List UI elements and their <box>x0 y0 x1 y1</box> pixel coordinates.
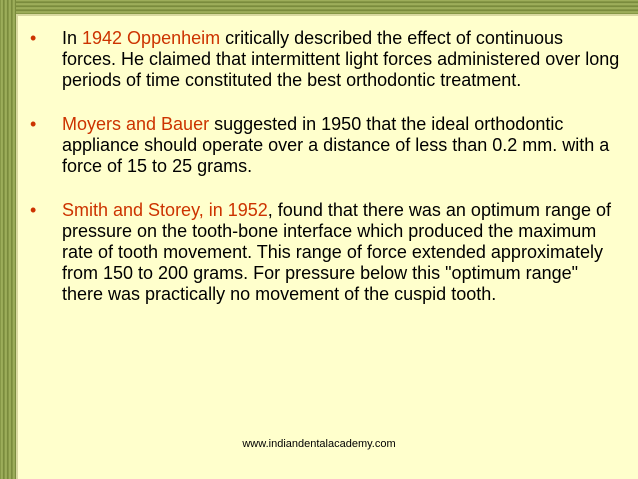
bullet-highlight: 1942 Oppenheim <box>82 28 221 48</box>
top-border-highlight <box>18 14 638 16</box>
bullet-dot: • <box>30 114 37 134</box>
top-decorative-border <box>16 0 638 14</box>
slide-content <box>30 28 620 328</box>
bullet-moyers-bauer <box>30 114 620 177</box>
bullet-text-after: critically described the effect of continuous forces. He claimed that intermittent light forces administered over long periods of time constituted the best orthodontic treatment. <box>62 28 620 90</box>
bullet-highlight: Smith and Storey, in 1952 <box>62 200 268 220</box>
bullet-text-after: , found that there was an optimum range of pressure on the tooth-bone interface which produced the maximum rate of tooth movement. This range of force extended approximately from 150 to 200 grams. For pressure below this "optimum range" there was practically no movement of the cuspid tooth. <box>62 200 612 304</box>
bullet-dot: • <box>30 28 37 48</box>
bullet-smith-storey <box>30 200 620 305</box>
bullet-dot: • <box>30 200 37 220</box>
left-border-highlight <box>16 0 18 479</box>
bullet-oppenheim <box>30 28 620 91</box>
bullet-text-before: In <box>62 28 83 48</box>
footer-url[interactable]: www.indiandentalacademy.com <box>242 438 396 450</box>
bullet-text-after: suggested in 1950 that the ideal orthodontic appliance should operate over a distance of less than 0.2 mm. with a force of 15 to 25 grams. <box>62 114 610 176</box>
left-decorative-border <box>0 0 16 479</box>
bullet-highlight: Moyers and Bauer <box>62 114 210 134</box>
